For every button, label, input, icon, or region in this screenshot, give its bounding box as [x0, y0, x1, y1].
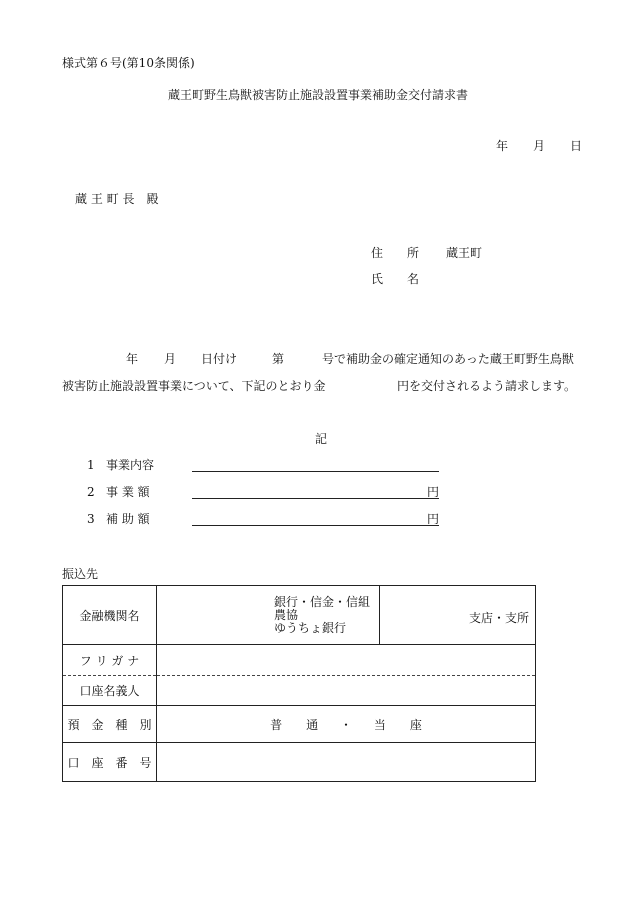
- deposit-type-label: 預 金 種 別: [63, 706, 157, 743]
- institution-label: 金融機関名: [63, 586, 157, 645]
- ki-heading: 記: [315, 432, 328, 446]
- yen-unit: 円: [427, 485, 440, 499]
- item-label: 事業内容: [106, 458, 155, 472]
- furigana-label: フ リ ガ ナ: [63, 645, 157, 676]
- item-number: 3: [87, 512, 95, 526]
- date-month-label: 月: [533, 139, 546, 153]
- account-number-field[interactable]: [157, 743, 536, 782]
- furigana-field[interactable]: [157, 645, 536, 676]
- bank-heading: 振込先: [62, 567, 99, 581]
- body-dai: 第: [272, 352, 285, 366]
- body-line1-text: 号で補助金の確定通知のあった蔵王町野生鳥獣: [322, 352, 574, 366]
- date-day-label: 日: [570, 139, 583, 153]
- body-month: 月: [164, 352, 177, 366]
- business-amount-field[interactable]: [192, 498, 439, 499]
- item-label: 事 業 額: [106, 485, 150, 499]
- deposit-ordinary-option[interactable]: 普 通: [270, 717, 319, 732]
- account-holder-label: 口座名義人: [63, 676, 157, 706]
- bank-table: [62, 585, 536, 782]
- addressee: 蔵 王 町 長 殿: [75, 192, 159, 206]
- form-number: 様式第６号(第10条関係): [62, 56, 195, 70]
- institution-types: [274, 596, 370, 635]
- body-dated: 日付け: [201, 352, 238, 366]
- body-year: 年: [126, 352, 139, 366]
- item-label: 補 助 額: [106, 512, 150, 526]
- institution-divider: [379, 586, 380, 644]
- body-line2-after: 円を交付されるよう請求します。: [397, 379, 577, 393]
- body-line2-before: 被害防止施設設置事業について、下記のとおり金: [62, 379, 326, 393]
- institution-cell[interactable]: [157, 586, 536, 645]
- account-number-label: 口 座 番 号: [63, 743, 157, 782]
- address-label: 住 所: [371, 246, 420, 260]
- deposit-current-option[interactable]: 当 座: [373, 717, 422, 732]
- yen-unit: 円: [427, 512, 440, 526]
- deposit-type-options: [157, 706, 536, 743]
- item-number: 1: [87, 458, 95, 472]
- subsidy-amount-field[interactable]: [192, 525, 439, 526]
- branch-label: 支店・支所: [468, 611, 529, 625]
- item-number: 2: [87, 485, 95, 499]
- business-content-field[interactable]: [192, 471, 439, 472]
- institution-type-bank: 銀行・信金・信組: [274, 595, 371, 609]
- document-title: 蔵王町野生鳥獣被害防止施設設置事業補助金交付請求書: [168, 88, 469, 102]
- date-year-label: 年: [496, 139, 509, 153]
- institution-type-yucho: ゆうちょ銀行: [274, 621, 347, 635]
- deposit-separator: ・: [339, 717, 352, 732]
- name-label: 氏 名: [371, 272, 420, 286]
- institution-type-nokyo: 農協: [274, 608, 299, 622]
- account-holder-field[interactable]: [157, 676, 536, 706]
- address-value: 蔵王町: [446, 246, 483, 260]
